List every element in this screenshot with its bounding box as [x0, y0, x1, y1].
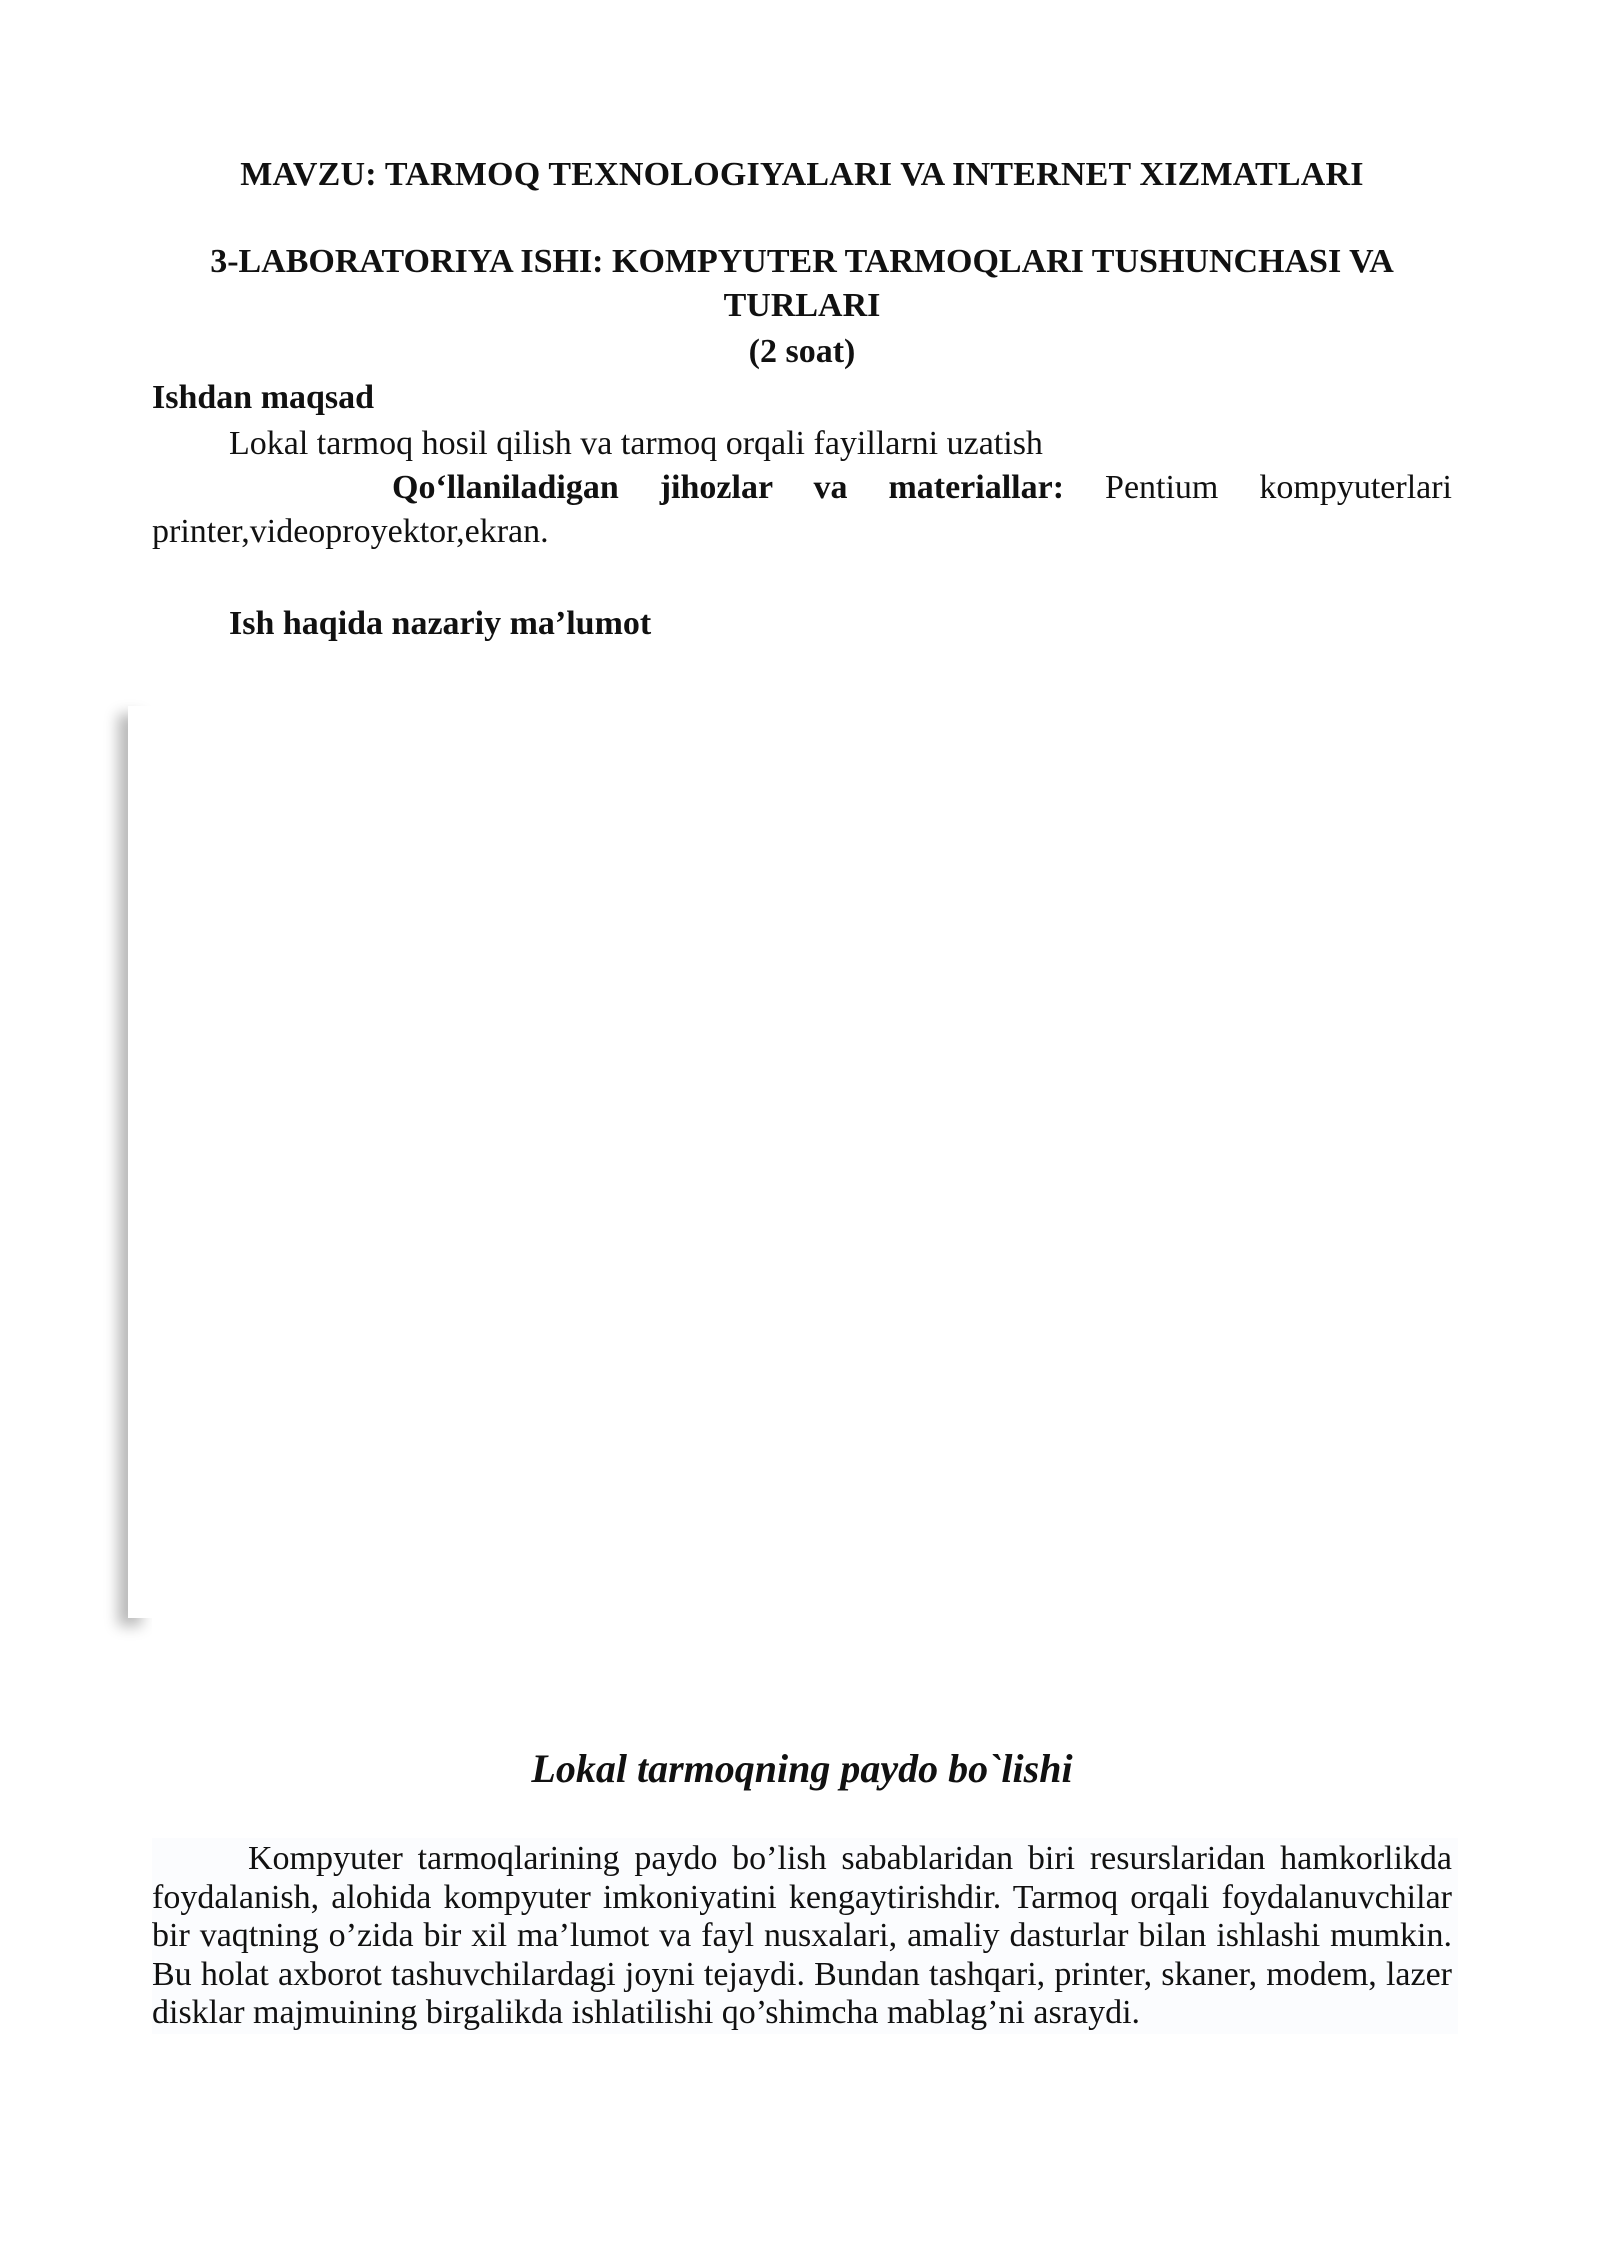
topic-title: MAVZU: TARMOQ TEXNOLOGIYALARI VA INTERNET XIZMATLARI [240, 156, 1364, 193]
materials-text: Pentium kompyuterlari printer,videoproyektor,ekran. [152, 469, 1453, 550]
lab-hours: (2 soat) [748, 333, 856, 370]
theory-heading: Ish haqida nazariy ma’lumot [229, 605, 652, 642]
figure-placeholder [152, 676, 1452, 1646]
materials-label: Qo‘llaniladigan jihozlar va materiallar: [392, 469, 1065, 506]
goal-text: Lokal tarmoq hosil qilish va tarmoq orqali fayillarni uzatish [229, 425, 1043, 462]
goal-heading: Ishdan maqsad [152, 379, 375, 416]
lab-title: 3-LABORATORIYA ISHI: KOMPYUTER TARMOQLARI TUSHUNCHASI VA TURLARI [210, 243, 1394, 324]
body-paragraph: Kompyuter tarmoqlarining paydo bo’lish sabablaridan biri resurslaridan hamkorlikda foydalanish, alohida kompyuter imkoniyatini kengaytirishdir. Tarmoq orqali foydalanuvchilar bir vaqtning o’zida bir xil ma’lumot va fayl nusxalari, amaliy dasturlar bilan ishlashi mumkin. Bu holat axborot tashuvchilardagi joyni tejaydi. Bundan tashqari, printer, skaner, modem, lazer disklar majmuining birgalikda ishlatilishi qo’shimcha mablag’ni asraydi. [152, 1840, 1452, 2031]
section-heading: Lokal tarmoqning paydo bo`lishi [531, 1746, 1073, 1791]
figure-frame-shadow [128, 706, 152, 1618]
materials-paragraph [152, 466, 1452, 554]
